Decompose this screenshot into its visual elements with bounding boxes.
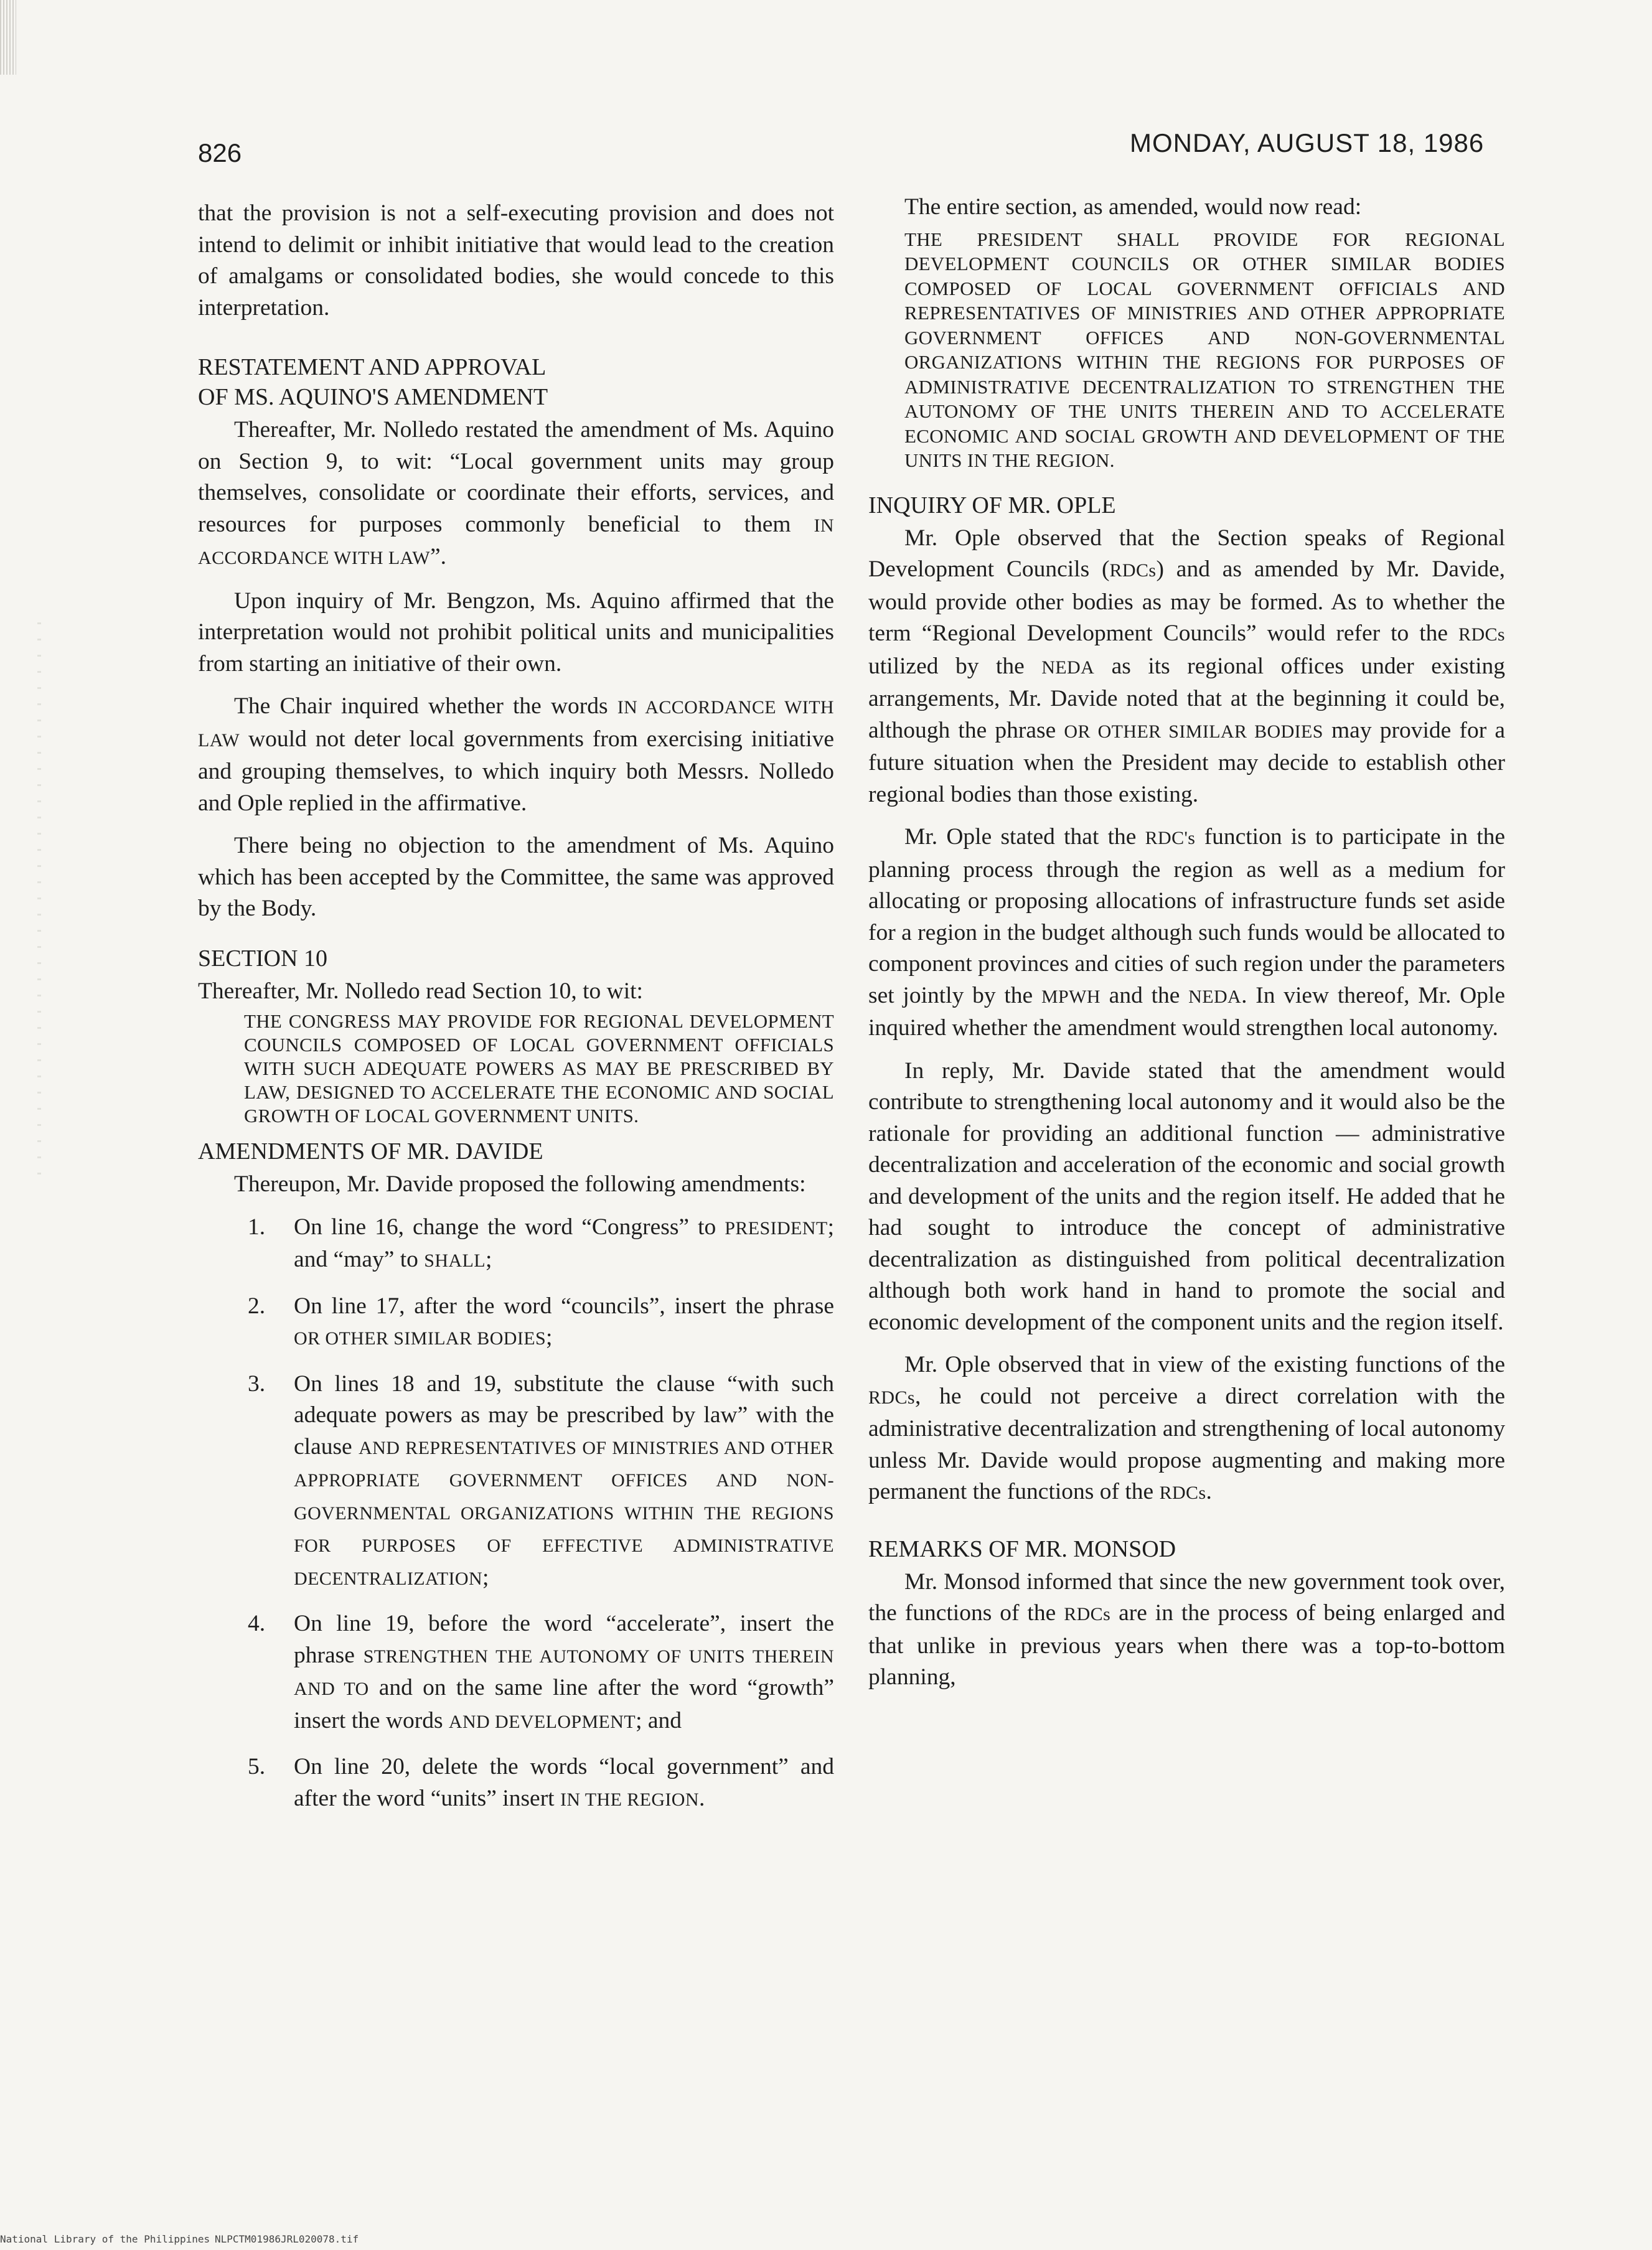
footer-library-credit: National Library of the Philippines xyxy=(0,2233,210,2245)
paragraph: that the provision is not a self-executing provision and does not intend to delimit or inhibit initiative that would lead to the creation of amalgams or consolidated bodies, she would concede to this interpretation. xyxy=(198,200,834,321)
paragraph: Mr. Monsod informed that since the new government took over, the functions of the RDCs are in the process of being enlarged and that unlike in previous years when there was a top-to-bottom planning, xyxy=(868,1568,1505,1690)
page-number: 826 xyxy=(198,138,242,167)
section-heading-section-10: SECTION 10 xyxy=(198,945,327,972)
list-item: 3. On lines 18 and 19, substitute the clause “with such adequate powers as may be prescribed by law” with the clause AND REPRESENTATIVES OF MINISTRIES AND OTHER APPROPRIATE GOVERNMENT OFFICES AND NON-GOVERNMENTAL ORGANIZATIONS WITHIN THE REGIONS FOR PURPOSES OF EFFECTIVE ADMINISTRATIVE DECENTRALIZATION; xyxy=(248,1371,835,1590)
paragraph: Mr. Ople observed that in view of the existing functions of the RDCs, he could not perceive a direct correlation with the administrative decentralization and strengthening of local autonomy unless Mr. Davide would propose augmenting and making more permanent the functions of the RDCs. xyxy=(868,1352,1505,1504)
section-heading-amendments-davide: AMENDMENTS OF MR. DAVIDE xyxy=(198,1138,543,1165)
paragraph: The entire section, as amended, would now read: xyxy=(904,194,1362,220)
left-column xyxy=(198,198,834,1829)
list-item: 5. On line 20, delete the words “local government” and after the word “units” insert IN THE REGION. xyxy=(248,1754,834,1811)
scan-margin-specks xyxy=(37,622,41,1183)
paragraph: The Chair inquired whether the words IN ACCORDANCE WITH LAW would not deter local governments from exercising initiative and grouping themselves, to which inquiry both Messrs. Nolledo and Ople replied in the affirmative. xyxy=(198,693,835,816)
scan-edge-artifact xyxy=(0,0,16,75)
quoted-provision-original: THE CONGRESS MAY PROVIDE FOR REGIONAL DEVELOPMENT COUNCILS COMPOSED OF LOCAL GOVERNMENT OFFICIALS WITH SUCH ADEQUATE POWERS AS MAY BE PRESCRIBED BY LAW, DESIGNED TO ACCELERATE THE ECONOMIC AND SOCIAL GROWTH OF LOCAL GOVERNMENT UNITS. xyxy=(244,1010,834,1127)
paragraph: Thereupon, Mr. Davide proposed the following amendments: xyxy=(234,1171,806,1197)
right-column xyxy=(868,192,1505,1705)
page-date: MONDAY, AUGUST 18, 1986 xyxy=(1130,128,1485,157)
paragraph: Mr. Ople stated that the RDC's function is to participate in the planning process through the region as well as a medium for allocating or proposing allocations of infrastructure funds set aside for a region in the budget although such funds would be allocated to component provinces and cities of such region under the parameters set jointly by the MPWH and the NEDA. In view thereof, Mr. Ople inquired whether the amendment would strengthen local autonomy. xyxy=(868,824,1506,1041)
paragraph: There being no objection to the amendment of Ms. Aquino which has been accepted by the Committee, the same was approved by the Body. xyxy=(198,833,834,921)
section-heading-remarks-monsod: REMARKS OF MR. MONSOD xyxy=(868,1535,1176,1562)
paragraph: In reply, Mr. Davide stated that the amendment would contribute to strengthening local autonomy and it would also be the rationale for providing an additional function — administrative decentralization and acceleration of the economic and social growth and development of the units and the region itself. He added that he had sought to introduce the concept of administrative decentralization as distinguished from political decentralization although both work hand in hand to promote the social and economic development of the component units and the region itself. xyxy=(868,1057,1505,1335)
section-heading-inquiry-ople: INQUIRY OF MR. OPLE xyxy=(868,492,1116,518)
list-item: 2. On line 17, after the word “councils”, insert the phrase OR OTHER SIMILAR BODIES; xyxy=(248,1293,834,1350)
footer-file-name: NLPCTM01986JRL020078.tif xyxy=(215,2233,359,2245)
quoted-provision-amended: THE PRESIDENT SHALL PROVIDE FOR REGIONAL DEVELOPMENT COUNCILS OR OTHER SIMILAR BODIES COMPOSED OF LOCAL GOVERNMENT OFFICIALS AND REPRESENTATIVES OF MINISTRIES AND OTHER APPROPRIATE GOVERNMENT OFFICES AND NON-GOVERNMENTAL ORGANIZATIONS WITHIN THE REGIONS FOR PURPOSES OF ADMINISTRATIVE DECENTRALIZATION TO STRENGTHEN THE AUTONOMY OF THE UNITS THEREIN AND TO ACCELERATE ECONOMIC AND SOCIAL GROWTH AND DEVELOPMENT OF THE UNITS IN THE REGION. xyxy=(904,228,1505,471)
amendments-list xyxy=(198,1212,834,1816)
paragraph: Upon inquiry of Mr. Bengzon, Ms. Aquino affirmed that the interpretation would not prohibit political units and municipalities from starting an initiative of their own. xyxy=(198,588,834,677)
list-item: 4. On line 19, before the word “accelerate”, insert the phrase STRENGTHEN THE AUTONOMY OF UNITS THEREIN AND TO and on the same line after the word “growth” insert the words AND DEVELOPMENT; and xyxy=(248,1611,834,1733)
paragraph: Thereafter, Mr. Nolledo restated the amendment of Ms. Aquino on Section 9, to wit: “Local government units may group themselves, consolidate or coordinate their efforts, services, and resources for purposes commonly beneficial to them IN ACCORDANCE WITH LAW”. xyxy=(198,417,835,570)
section-heading-restatement: RESTATEMENT AND APPROVAL OF MS. AQUINO'S AMENDMENT xyxy=(198,354,548,410)
paragraph: Mr. Ople observed that the Section speaks of Regional Development Councils (RDCs) and as amended by Mr. Davide, would provide other bodies as may be formed. As to whether the term “Regional Development Councils” would refer to the RDCs utilized by the NEDA as its regional offices under existing arrangements, Mr. Davide noted that at the beginning it could be, although the phrase OR OTHER SIMILAR BODIES may provide for a future situation when the President may decide to establish other regional bodies than those existing. xyxy=(868,525,1506,807)
list-item: 1. On line 16, change the word “Congress” to PRESIDENT; and “may” to SHALL; xyxy=(248,1214,834,1272)
paragraph: Thereafter, Mr. Nolledo read Section 10, to wit: xyxy=(198,978,643,1004)
